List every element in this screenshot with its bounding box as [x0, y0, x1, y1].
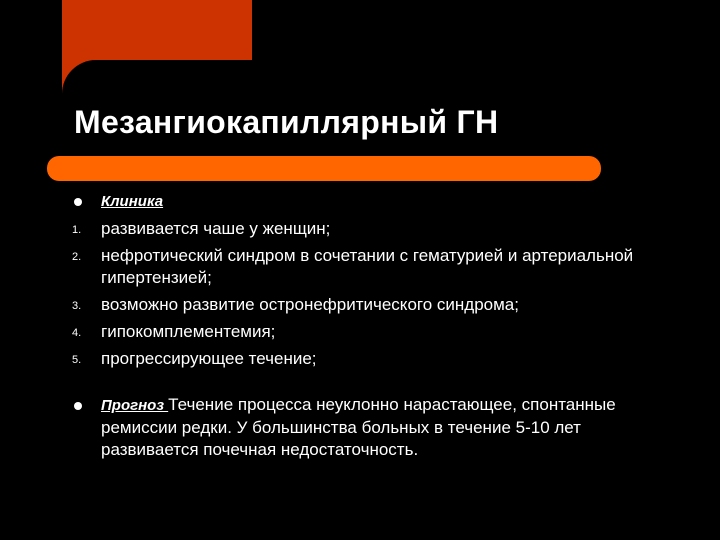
spacer: [72, 370, 672, 394]
bullet-icon: [74, 198, 82, 206]
list-item-number: 3.: [72, 300, 82, 312]
left-black-strip: [0, 0, 62, 540]
list-item-number: 5.: [72, 354, 82, 366]
title-underline-bar: [47, 156, 601, 181]
list-item-number: 2.: [72, 251, 82, 263]
prognosis-heading: Прогноз: [101, 397, 169, 414]
prognosis-bullet: [72, 394, 672, 461]
list-item-number: 4.: [72, 327, 82, 339]
list-item: [72, 321, 672, 343]
list-item-text: гипокомплементемия;: [101, 322, 276, 341]
list-item-number: 1.: [72, 224, 82, 236]
list-item-text: возможно развитие остронефритического синдрома;: [101, 295, 519, 314]
list-item: [72, 348, 672, 370]
slide-title: Мезангиокапиллярный ГН: [74, 104, 499, 140]
clinic-bullet: [72, 190, 672, 213]
list-item: [72, 245, 672, 289]
clinic-heading: Клиника: [101, 193, 164, 210]
list-item-text: развивается чаше у женщин;: [101, 219, 331, 238]
list-item: [72, 294, 672, 316]
list-item-text: прогрессирующее течение;: [101, 349, 317, 368]
bullet-icon: [74, 402, 82, 410]
list-item: [72, 218, 672, 240]
slide-content: [72, 190, 672, 461]
list-item-text: нефротический синдром в сочетании с гематурией и артериальной гипертензией;: [101, 246, 634, 287]
prognosis-text: Течение процесса неуклонно нарастающее, спонтанные ремиссии редки. У большинства больных в течение 5-10 лет развивается почечная недостаточность.: [101, 395, 616, 459]
